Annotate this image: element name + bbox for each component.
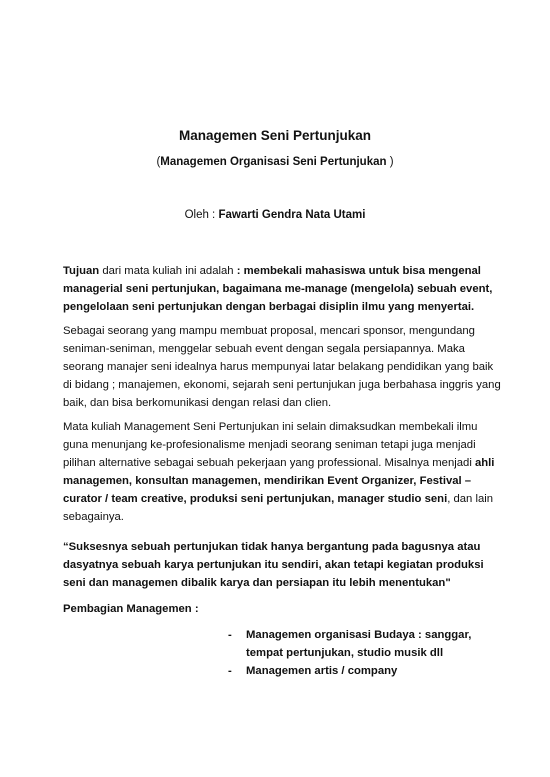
course-scope-careers: ahli managemen, konsultan managemen, mendirikan Event Organizer, Festival – curator / team creative, produksi seni pertunjukan, manager studio seni	[63, 457, 495, 505]
subtitle-close-paren: )	[386, 156, 394, 168]
list-item-text: Managemen artis / company	[246, 665, 398, 677]
subtitle-text: Managemen Organisasi Seni Pertunjukan	[160, 156, 387, 168]
list-bullet: -	[228, 665, 232, 677]
course-scope-intro: Mata kuliah Management Seni Pertunjukan ini selain dimaksudkan membekali ilmu guna menunjang ke-profesionalisme menjadi seorang seniman tetapi juga menjadi pilihan alternative sebagai sebuah pekerjaan yang professional. Misalnya menjadi	[63, 421, 478, 469]
author-name: Fawarti Gendra Nata Utami	[218, 209, 366, 221]
list-bullet: -	[228, 629, 232, 641]
course-scope-end: , dan lain sebagainya.	[63, 493, 494, 523]
paragraph-purpose	[63, 262, 503, 316]
quote-paragraph: “Suksesnya sebuah pertunjukan tidak hanya bergantung pada bagusnya atau dasyatnya sebuah karya pertunjukan itu sendiri, akan tetapi kegiatan produksi seni dan managemen dibalik karya dan persiapan itu lebih menentukan"	[63, 541, 484, 589]
paragraph-course-scope	[63, 418, 503, 526]
document-subtitle	[0, 156, 550, 168]
subtitle-open-paren: (	[156, 156, 161, 168]
author-label: Oleh :	[184, 209, 219, 221]
purpose-text: : membekali mahasiswa untuk bisa mengenal managerial seni pertunjukan, bagaimana me-manage (mengelola) sebuah event, pengelolaan seni pertunjukan dengan berbagai disiplin ilmu yang menyertai.	[63, 265, 493, 313]
paragraph-manager-background: Sebagai seorang yang mampu membuat proposal, mencari sponsor, mengundang seniman-seniman, menggelar sebuah event dengan segala persiapannya. Maka seorang manajer seni idealnya harus mempunyai latar belakang pendidikan yang baik di bidang ; manajemen, ekonomi, sejarah seni pertunjukan juga berbahasa inggris yang baik, dan bisa berkomunikasi dengan relasi dan clien.	[63, 325, 501, 409]
document-title: Managemen Seni Pertunjukan	[178, 128, 372, 143]
purpose-connector: dari mata kuliah ini adalah	[99, 265, 237, 277]
list-item-text: Managemen organisasi Budaya : sanggar, tempat pertunjukan, studio musik dll	[246, 629, 472, 659]
list-item	[228, 662, 508, 680]
purpose-label: Tujuan	[63, 265, 100, 277]
author-line	[0, 209, 550, 221]
section-heading: Pembagian Managemen :	[63, 603, 199, 615]
management-list	[228, 626, 508, 680]
list-item	[228, 626, 508, 662]
